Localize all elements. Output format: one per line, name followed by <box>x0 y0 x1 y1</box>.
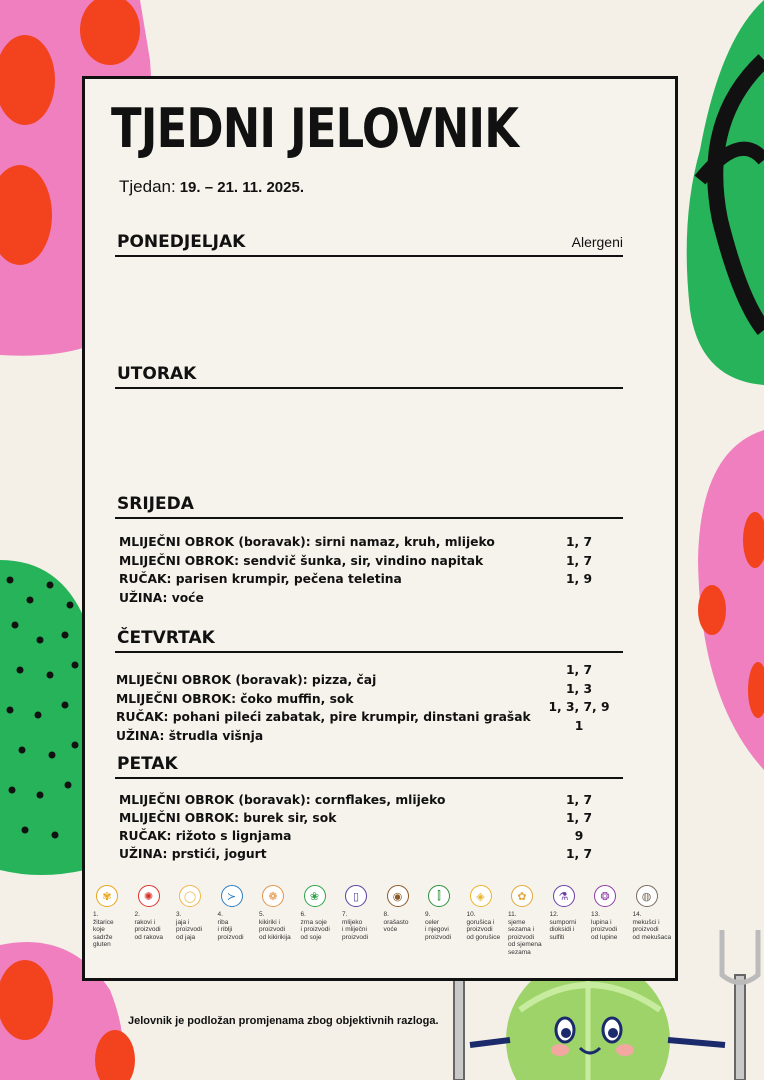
legend-label: 9. celer i njegovi proizvodi <box>425 911 452 941</box>
legend-label: 13. lupina i proizvodi od lupine <box>591 911 618 941</box>
allergen-codes: 1, 7 <box>565 793 593 807</box>
meal-item: MLIJEČNI OBROK (boravak): pizza, čaj <box>116 673 377 687</box>
celery-icon: ⫿ <box>428 885 450 907</box>
lupin-icon: ❂ <box>594 885 616 907</box>
meals-cetvrtak <box>116 671 556 745</box>
week-row <box>119 177 304 197</box>
allergen-codes: 1, 7 <box>565 553 593 568</box>
legend-item <box>591 885 633 941</box>
allergen-codes: 1, 7 <box>565 811 593 825</box>
meal-item: MLIJEČNI OBROK: burek sir, sok <box>119 811 337 825</box>
legend-item <box>135 885 177 941</box>
legend-label: 7. mlijeko i mliječni proizvodi <box>342 911 369 941</box>
day-header-petak <box>115 753 623 779</box>
allergen-codes: 1, 7 <box>565 847 593 861</box>
soy-icon: ❀ <box>304 885 326 907</box>
meal-item: MLIJEČNI OBROK: sendvič šunka, sir, vindino napitak <box>119 553 484 568</box>
day-header-utorak <box>115 363 623 389</box>
legend-label: 4. riba i riblji proizvodi <box>217 911 244 941</box>
day-title: PONEDJELJAK <box>117 232 246 252</box>
legend-item <box>93 885 135 949</box>
milk-icon: ▯ <box>345 885 367 907</box>
meal-item: UŽINA: prstići, jogurt <box>119 847 267 861</box>
allergen-codes: 9 <box>574 829 584 843</box>
meal-item: UŽINA: štrudla višnja <box>116 728 264 743</box>
allergen-codes: 1, 7 <box>565 535 593 549</box>
legend-item <box>384 885 426 934</box>
legend-item <box>259 885 301 941</box>
day-header-ponedjeljak <box>115 231 623 257</box>
footer-note: Jelovnik je podložan promjenama zbog objektivnih razloga. <box>128 1015 439 1027</box>
legend-item <box>425 885 467 941</box>
menu-card <box>82 76 678 981</box>
legend-label: 8. orašasto voće <box>383 911 409 933</box>
shell-icon: ◍ <box>636 885 658 907</box>
legend-label: 5. kikiriki i proizvodi od kikirikija <box>259 911 291 941</box>
legend-label: 11. sjeme sezama i proizvodi od sjemena sezama <box>508 911 542 956</box>
week-dates: 19. – 21. 11. 2025. <box>179 179 304 196</box>
meals-srijeda <box>119 533 559 607</box>
legend-label: 2. rakovi i proizvodi od rakova <box>134 911 164 941</box>
mustard-icon: ◈ <box>470 885 492 907</box>
flask-icon: ⚗ <box>553 885 575 907</box>
allergen-legend <box>93 885 673 965</box>
legend-label: 12. sumporni dioksidi i sulfiti <box>549 911 577 941</box>
allergen-codes: 1, 7 <box>565 663 593 677</box>
peanut-icon: ❁ <box>262 885 284 907</box>
day-header-cetvrtak <box>115 627 623 653</box>
meals-petak <box>119 791 559 863</box>
allergens-header: Alergeni <box>571 234 623 250</box>
meal-item: MLIJEČNI OBROK (boravak): sirni namaz, kruh, mlijeko <box>119 535 495 549</box>
crab-icon: ✺ <box>138 885 160 907</box>
fish-icon: ≻ <box>221 885 243 907</box>
allergens-cetvrtak <box>539 661 619 735</box>
page-title: TJEDNI JELOVNIK <box>111 97 519 160</box>
legend-label: 3. jaja i proizvodi od jaja <box>176 911 203 941</box>
allergens-srijeda <box>539 533 619 589</box>
week-label: Tjedan: <box>119 177 176 196</box>
day-title: PETAK <box>117 754 178 774</box>
legend-item <box>218 885 260 941</box>
allergen-codes: 1 <box>574 718 584 733</box>
meal-item: MLIJEČNI OBROK: čoko muffin, sok <box>116 691 354 706</box>
nut-icon: ◉ <box>387 885 409 907</box>
day-header-srijeda <box>115 493 623 519</box>
meal-item: RUČAK: pohani pileći zabatak, pire krumpir, dinstani grašak <box>116 710 531 724</box>
day-title: UTORAK <box>117 364 197 384</box>
legend-item <box>301 885 343 941</box>
legend-item <box>550 885 592 941</box>
sesame-icon: ✿ <box>511 885 533 907</box>
meal-item: RUČAK: rižoto s lignjama <box>119 829 292 843</box>
allergens-petak <box>539 791 619 863</box>
legend-label: 14. mekušci i proizvodi od mekušaca <box>632 911 672 941</box>
day-title: ČETVRTAK <box>117 628 215 648</box>
egg-icon: ◯ <box>179 885 201 907</box>
legend-label: 6. zrna soje i proizvodi od soje <box>300 911 330 941</box>
day-title: SRIJEDA <box>117 494 194 514</box>
allergen-codes: 1, 3 <box>565 681 593 696</box>
allergen-codes: 1, 9 <box>565 572 593 586</box>
legend-label: 10. gorušica i proizvodi od gorušice <box>466 911 501 941</box>
meal-item: UŽINA: voće <box>119 590 204 605</box>
legend-item <box>176 885 218 941</box>
meal-item: MLIJEČNI OBROK (boravak): cornflakes, mlijeko <box>119 793 446 807</box>
legend-item <box>342 885 384 941</box>
legend-item <box>508 885 550 956</box>
legend-label: 1. žitarice koje sadrže gluten <box>93 911 114 948</box>
meal-item: RUČAK: parisen krumpir, pečena teletina <box>119 572 402 586</box>
wheat-icon: ✾ <box>96 885 118 907</box>
legend-item <box>633 885 675 941</box>
allergen-codes: 1, 3, 7, 9 <box>548 700 610 714</box>
legend-item <box>467 885 509 941</box>
